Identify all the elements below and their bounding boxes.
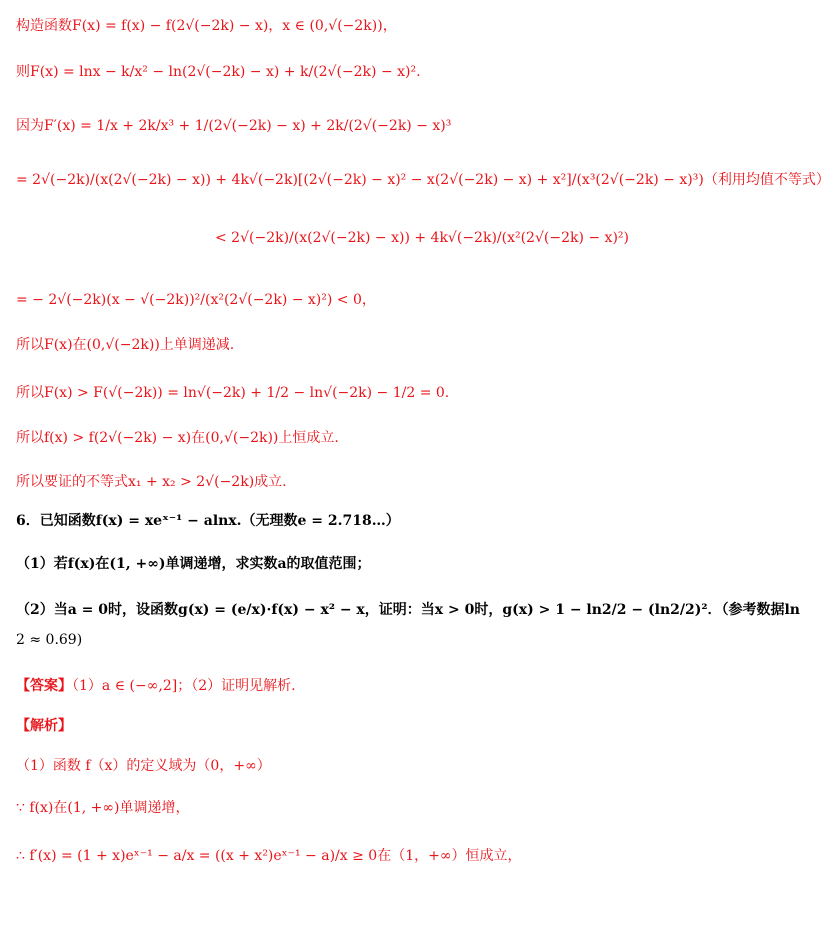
- answer-label: 【答案】: [16, 678, 72, 694]
- problem-part-2-line-2: 2 ≈ 0.69): [16, 632, 83, 648]
- solution-line-F-positive: 所以F(x) > F(√(−2k)) = ln√(−2k) + 1/2 − ln√(−2k) − 1/2 = 0.: [16, 385, 450, 401]
- problem-part-1: （1）若f(x)在(1, +∞)单调递增，求实数a的取值范围；: [16, 556, 371, 572]
- problem-statement: 6．已知函数f(x) = xeˣ⁻¹ − alnx.（无理数e = 2.718…）: [16, 513, 400, 529]
- analysis-line-derivative: ∴ f′(x) = (1 + x)eˣ⁻¹ − a/x = ((x + x²)eˣ⁻¹ − a)/x ≥ 0在（1，+∞）恒成立，: [16, 848, 522, 864]
- solution-line-derivative: 因为F′(x) = 1/x + 2k/x³ + 1/(2√(−2k) − x) + 2k/(2√(−2k) − x)³: [16, 118, 452, 134]
- solution-line-conclusion: 所以要证的不等式x₁ + x₂ > 2√(−2k)成立.: [16, 474, 287, 490]
- solution-line-construct: 构造函数F(x) = f(x) − f(2√(−2k) − x)，x ∈ (0,√(−2k))，: [16, 18, 397, 34]
- solution-line-combine: = 2√(−2k)/(x(2√(−2k) − x)) + 4k√(−2k)[(2√(−2k) − x)² − x(2√(−2k) − x) + x²]/(x³(2√(−2k) − x)³)（利用均值不等式）: [16, 172, 830, 188]
- analysis-label: 【解析】: [16, 718, 72, 734]
- analysis-line-monotonic: ∵ f(x)在(1, +∞)单调递增，: [16, 800, 190, 816]
- solution-line-inequality: < 2√(−2k)/(x(2√(−2k) − x)) + 4k√(−2k)/(x²(2√(−2k) − x)²): [215, 230, 629, 246]
- analysis-line-domain: （1）函数 f（x）的定义域为（0，+∞）: [16, 758, 271, 774]
- answer-row: [16, 676, 634, 696]
- problem-part-2-line-1: （2）当a = 0时，设函数g(x) = (e/x)·f(x) − x² − x，证明：当x > 0时，g(x) > 1 − ln2/2 − (ln2/2)²．（参考数据ln: [16, 602, 800, 618]
- answer-text: （1）a ∈ (−∞,2]；（2）证明见解析.: [72, 678, 296, 694]
- solution-line-f-inequality: 所以f(x) > f(2√(−2k) − x)在(0,√(−2k))上恒成立.: [16, 430, 339, 446]
- solution-line-define-F: 则F(x) = lnx − k/x² − ln(2√(−2k) − x) + k/(2√(−2k) − x)².: [16, 64, 421, 80]
- solution-line-decreasing: 所以F(x)在(0,√(−2k))上单调递减.: [16, 337, 235, 353]
- solution-line-negative: = − 2√(−2k)(x − √(−2k))²/(x²(2√(−2k) − x)²) < 0，: [16, 292, 376, 308]
